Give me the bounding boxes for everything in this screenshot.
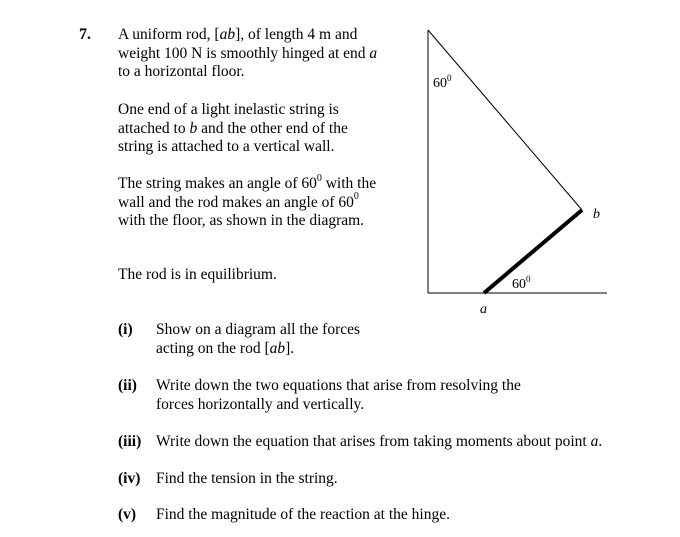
part-label: (iv) bbox=[118, 470, 141, 487]
part-label: (iii) bbox=[118, 433, 142, 450]
rod-line bbox=[484, 210, 582, 293]
angle-bottom-label: $60^0$ bbox=[512, 274, 531, 292]
part-label: (v) bbox=[118, 506, 137, 523]
question-number: 7. bbox=[79, 26, 91, 43]
part-label: (ii) bbox=[118, 377, 137, 394]
angle-paragraph: The string makes an angle of $60^0$ with the wall and the rod makes an angle of $60^0$ with the floor, as shown in the diagram. bbox=[118, 172, 377, 229]
angle-top-label: $60^0$ bbox=[433, 73, 452, 91]
string-line bbox=[428, 30, 582, 210]
point-b-label: b bbox=[593, 207, 600, 222]
part-text: Find the magnitude of the reaction at the hinge. bbox=[156, 506, 450, 523]
intro-paragraph: A uniform rod, [ab], of length 4 m and weight 100 N is smoothly hinged at end a to a horizontal floor. bbox=[118, 26, 378, 80]
part-text: Write down the equation that arises from taking moments about point a. bbox=[156, 433, 603, 450]
equilibrium-paragraph: The rod is in equilibrium. bbox=[118, 266, 277, 283]
part-label: (i) bbox=[118, 321, 133, 338]
point-a-label: a bbox=[480, 302, 487, 317]
part-text: Write down the two equations that arise from resolving the forces horizontally and vertically. bbox=[156, 377, 521, 413]
part-text: Find the tension in the string. bbox=[156, 470, 338, 487]
part-text: Show on a diagram all the forces acting on the rod [ab]. bbox=[156, 321, 361, 357]
string-paragraph: One end of a light inelastic string is attached to b and the other end of the string is attached to a vertical wall. bbox=[118, 101, 348, 155]
